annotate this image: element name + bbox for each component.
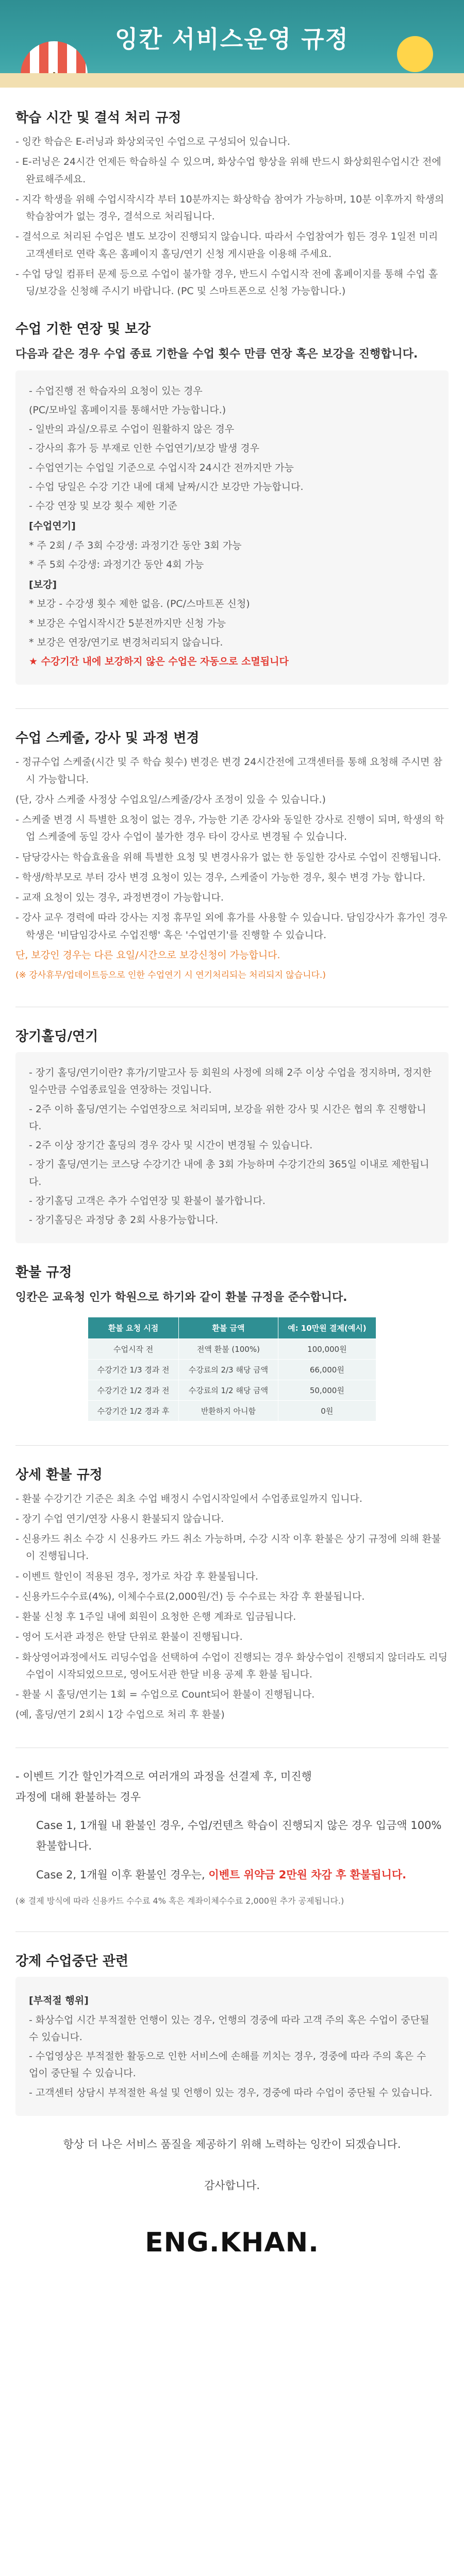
refund-table [88,1317,376,1421]
table-cell: 0원 [278,1400,376,1421]
case-text: 1개월 내 환불인 경우, 수업/컨텐츠 학습이 진행되지 않은 경우 입금액 100% 환불합니다. [36,1819,442,1853]
box-item: - 수강 연장 및 보강 횟수 제한 기준 [29,500,177,512]
long-holding-section [15,1026,449,1243]
rules-box [15,1977,449,2116]
list-item: - 신용카드 취소 수강 시 신용카드 카드 취소 가능하며, 수강 시작 이후 환불은 상기 규정에 의해 환불이 진행됩니다. [15,1533,441,1562]
box-heading: [부적절 행위] [29,1995,89,2007]
rules-box [15,1052,449,1243]
box-item: * 보강은 수업시작시간 5분전까지만 신청 가능 [29,617,226,629]
list-item: - 환불 신청 후 1주일 내에 회원이 요청한 은행 계좌로 입금됩니다. [15,1611,296,1623]
table-cell: 100,000원 [278,1338,376,1359]
closing-message [15,2134,449,2196]
table-row [88,1338,376,1359]
brand-logo: ENG.KHAN. [145,2227,319,2258]
section-title: 환불 규정 [15,1265,72,1281]
section-divider [15,1931,449,1932]
table-cell: 전액 환불 (100%) [179,1338,278,1359]
box-item: - 수업 당일은 수강 기간 내에 대체 날짜/시간 보강만 가능합니다. [29,481,304,493]
box-heading: [수업연기] [29,520,76,532]
table-cell: 반환하지 아니함 [179,1400,278,1421]
extension-section [15,318,449,685]
section-title: 상세 환불 규정 [15,1467,103,1483]
box-item: - 화상수업 시간 부적절한 언행이 있는 경우, 언행의 경중에 따라 고객 주의 혹은 수업이 중단될 수 있습니다. [29,2014,429,2043]
list-item: - 수업 당일 컴퓨터 문제 등으로 수업이 불가할 경우, 반드시 수업시작 전에 홈페이지를 통해 수업 홀딩/보강을 신청해 주시기 바랍니다. (PC 및 스마트폰으로 신청 가능합니다.) [15,268,438,297]
table-cell: 66,000원 [278,1359,376,1380]
list-item: - 환불 시 홀딩/연기는 1회 = 수업으로 Count되어 환불이 진행됩니다. [15,1689,315,1701]
closing-line: 항상 더 나은 서비스 품질을 제공하기 위해 노력하는 잉칸이 되겠습니다. [63,2138,401,2150]
section-divider [15,708,449,709]
box-heading: [보강] [29,579,57,591]
box-item: - 장기 홀딩/연기이란? 휴가/기말고사 등 회원의 사정에 의해 2주 이상 수업을 정지하며, 정지한 일수만큼 수업종료일을 연장하는 것입니다. [29,1067,432,1096]
list-item: - 환불 수강기간 기준은 최초 수업 배정시 수업시작일에서 수업종료일까지 입니다. [15,1493,362,1504]
case-1 [15,1816,449,1857]
rules-box [15,370,449,685]
box-item: - 수업연기는 수업일 기준으로 수업시작 24시간 전까지만 가능 [29,462,294,473]
list-item: (예, 홀딩/연기 2회시 1강 수업으로 처리 후 환불) [15,1709,225,1721]
box-item: - 2주 이하 홀딩/연기는 수업연장으로 처리되며, 보강을 위한 강사 및 시간은 협의 후 진행합니다. [29,1103,426,1132]
section-intro: 다음과 같은 경우 수업 종료 기한을 수업 횟수 만큼 연장 혹은 보강을 진행합니다. [15,348,418,361]
document-body [0,88,464,2258]
event-refund-intro [15,1767,449,1808]
box-item: * 주 2회 / 주 3회 수강생: 과정기간 동안 3회 가능 [29,539,242,551]
warning-note: ★ 수강기간 내에 보강하지 않은 수업은 자동으로 소멸됩니다 [29,656,289,668]
list-item: - E-러닝은 24시간 언제든 학습하실 수 있으며, 화상수업 향상을 위해 반드시 화상회원수업시간 전에 완료해주세요. [15,156,441,185]
table-row [88,1400,376,1421]
table-cell: 50,000원 [278,1380,376,1400]
table-header-row [88,1317,376,1338]
box-item: - 장기 홀딩/연기는 코스당 수강기간 내에 총 3회 가능하며 수강기간의 365일 이내로 제한됩니다. [29,1159,429,1188]
box-item: (PC/모바일 홈페이지를 통해서만 가능합니다.) [29,404,226,416]
footnote: (※ 결제 방식에 따라 신용카드 수수료 4% 혹은 계좌이체수수료 2,000원 추가 공제됩니다.) [15,1896,344,1906]
list-item: - 신용카드수수료(4%), 이체수수료(2,000원/건) 등 수수료는 차감 후 환불됩니다. [15,1590,365,1602]
case-text: 1개월 이후 환불인 경우는, [79,1869,205,1882]
schedule-change-section [15,727,449,983]
box-item: * 보강은 연장/연기로 변경처리되지 않습니다. [29,636,223,648]
list-item: - 결석으로 처리된 수업은 별도 보강이 진행되지 않습니다. 따라서 수업참여가 힘든 경우 1일전 미리 고객센터로 연락 혹은 홈페이지 홀딩/연기 신청 게시판을 이용해 주세요. [15,231,438,260]
table-row [88,1380,376,1400]
list-item: - 학생/학부모로 부터 강사 변경 요청이 있는 경우, 스케줄이 가능한 경우, 횟수 변경 가능 합니다. [15,871,426,883]
case-2 [15,1865,449,1886]
table-cell: 수업시작 전 [88,1338,179,1359]
table-row [88,1359,376,1380]
page-title: 잉칸 서비스운영 규정 [115,25,349,53]
table-header: 환불 요청 시점 [88,1317,179,1338]
box-item: * 주 5회 수강생: 과정기간 동안 4회 가능 [29,558,204,570]
section-title: 학습 시간 및 결석 처리 규정 [15,110,181,126]
table-cell: 수강료의 2/3 해당 금액 [179,1359,278,1380]
list-item: - 장기 수업 연기/연장 사용시 환불되지 않습니다. [15,1513,224,1524]
header-banner [0,0,464,88]
section-intro: 잉칸은 교육청 인가 학원으로 하기와 같이 환불 규정을 준수합니다. [15,1291,347,1304]
box-item: - 강사의 휴가 등 부재로 인한 수업연기/보강 발생 경우 [29,443,260,454]
list-item: - 영어 도서관 과정은 한달 단위로 환불이 진행됩니다. [15,1631,243,1643]
intro-line: - 이벤트 기간 할인가격으로 여러개의 과정을 선결제 후, 미진행 [15,1770,312,1783]
list-item: - 이벤트 할인이 적용된 경우, 정가로 차감 후 환불됩니다. [15,1570,259,1582]
case-highlight: 이벤트 위약금 2만원 차감 후 환불됩니다. [208,1869,407,1882]
list-item: - 교재 요청이 있는 경우, 과정변경이 가능합니다. [15,892,224,904]
table-cell: 수강료의 1/2 해당 금액 [179,1380,278,1400]
box-item: - 수업영상은 부적절한 활동으로 인한 서비스에 손해를 끼치는 경우, 경중에 따라 주의 혹은 수업이 중단될 수 있습니다. [29,2050,426,2079]
event-refund-section [15,1767,449,1908]
box-item: - 일반의 과실/오류로 수업이 원활하지 않은 경우 [29,423,235,435]
box-item: * 보강 - 수강생 횟수 제한 없음. (PC/스마트폰 신청) [29,598,250,610]
list-item: - 담당강사는 학습효율을 위해 특별한 요청 및 변경사유가 없는 한 동일한 강사로 수업이 진행됩니다. [15,851,441,863]
list-item: (단, 강사 스케줄 사정상 수업요일/스케줄/강사 조정이 있을 수 있습니다.) [15,793,326,805]
section-title: 수업 스케줄, 강사 및 과정 변경 [15,731,200,747]
list-item: 단, 보강인 경우는 다른 요일/시간으로 보강신청이 가능합니다. [15,949,280,961]
box-item: - 장기홀딩은 과정당 총 2회 사용가능합니다. [29,1214,219,1226]
box-item: - 2주 이상 장기간 홀딩의 경우 강사 및 시간이 변경될 수 있습니다. [29,1140,313,1151]
footnote: (※ 강사휴무/업데이트등으로 인한 수업연기 시 연기처리되는 처리되지 않습니다.) [15,970,326,981]
forced-stop-section [15,1951,449,2116]
case-label: Case 1, [36,1819,77,1832]
list-item: - 화상영어과정에서도 리딩수업을 선택하여 수업이 진행되는 경우 화상수업이 진행되지 않더라도 리딩 수업이 시작되었으므로, 영어도서관 한달 비용 공제 후 환불 됩니다. [15,1651,448,1680]
list-item: - 스케줄 변경 시 특별한 요청이 없는 경우, 가능한 기존 강사와 동일한 강사로 진행이 되며, 학생의 학업 스케줄에 동일 강사 수업이 불가한 경우 타이 강사로 변경될 수 있습니다. [15,814,444,843]
sand-illustration [0,73,464,88]
box-item: - 장기홀딩 고객은 추가 수업연장 및 환불이 불가합니다. [29,1195,266,1207]
list-item: - 정규수업 스케줄(시간 및 주 학습 횟수) 변경은 변경 24시간전에 고객센터를 통해 요청해 주시면 참시 가능합니다. [15,756,442,785]
box-item: - 고객센터 상담시 부적절한 욕설 및 언행이 있는 경우, 경중에 따라 수업이 중단될 수 있습니다. [29,2087,433,2098]
box-item: - 수업진행 전 학습자의 요청이 있는 경우 [29,385,203,397]
refund-section [15,1262,449,1421]
table-header: 환불 금액 [179,1317,278,1338]
table-header: 예: 10만원 결제(예시) [278,1317,376,1338]
table-cell: 수강기간 1/2 경과 전 [88,1380,179,1400]
section-title: 강제 수업중단 관련 [15,1954,129,1970]
attendance-section [15,107,449,300]
detailed-refund-section [15,1464,449,1724]
section-divider [15,1445,449,1446]
list-item: - 지각 학생을 위해 수업시작시각 부터 10분까지는 화상학습 참여가 가능하며, 10분 이후까지 학생의 학습참여가 없는 경우, 결석으로 처리됩니다. [15,193,444,222]
list-item: - 잉칸 학습은 E-러닝과 화상외국인 수업으로 구성되어 있습니다. [15,136,290,147]
table-cell: 수강기간 1/3 경과 전 [88,1359,179,1380]
list-item: - 강사 교우 경력에 따라 강사는 지정 휴무일 외에 휴가를 사용할 수 있습니다. 담임강사가 휴가인 경우 학생은 '비담임강사로 수업진행' 혹은 '수업연기'를 진행할 수 있습니다. [15,912,448,941]
section-title: 수업 기한 연장 및 보강 [15,321,151,337]
table-cell: 수강기간 1/2 경과 후 [88,1400,179,1421]
intro-line: 과정에 대해 환불하는 경우 [15,1790,141,1803]
closing-line: 감사합니다. [204,2179,260,2192]
section-title: 장기홀딩/연기 [15,1029,98,1045]
case-label: Case 2, [36,1869,77,1882]
